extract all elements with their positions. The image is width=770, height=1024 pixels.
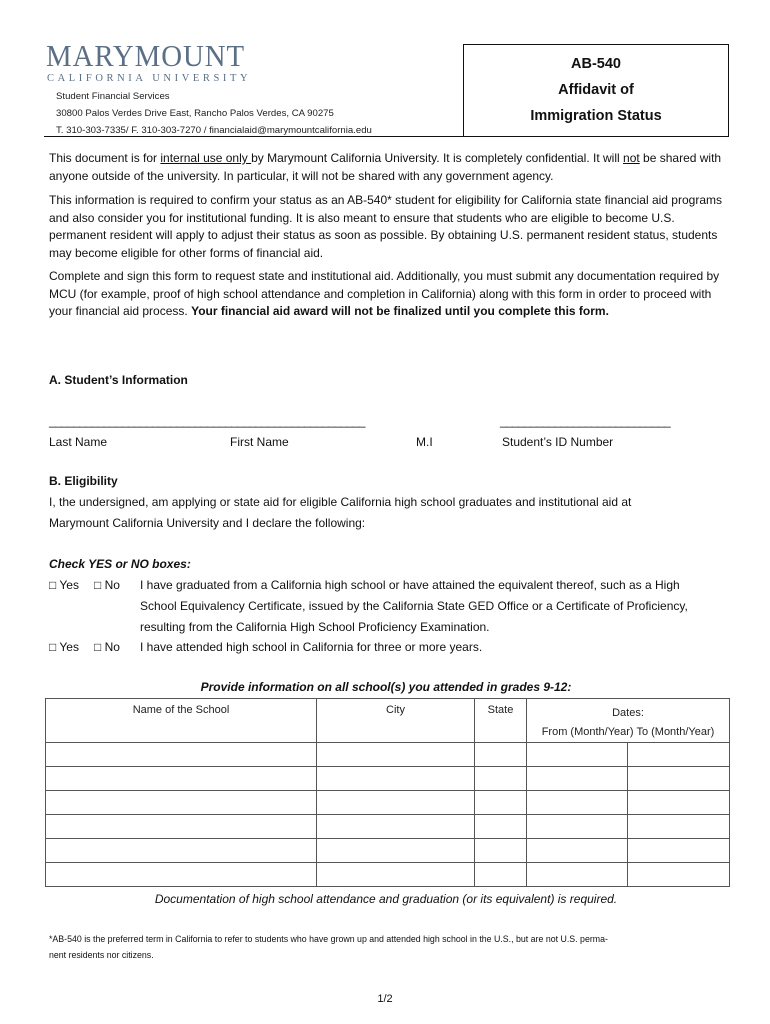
page-number: 1/2 bbox=[377, 993, 393, 1005]
ab540-footnote-line-2: nent residents nor citizens. bbox=[49, 950, 154, 960]
intro-paragraph-2: This information is required to confirm your status as an AB-540* student for eligibility for California state financial aid programs and also consider you for institutional funding. It is also meant to ensure that students who are eligible to become U.S. permanent resident will apply to adjust their status as soon as possible. By obtaining U.S. permanent resident status, students may become eligible for other forms of financial aid. bbox=[49, 193, 722, 260]
not-emphasis: not bbox=[623, 151, 640, 165]
first-name-label: First Name bbox=[230, 435, 289, 449]
office-address: 30800 Palos Verdes Drive East, Rancho Palos Verdes, CA 90275 bbox=[56, 108, 334, 119]
checkbox-icon: □ bbox=[49, 578, 57, 592]
table-header-row bbox=[46, 699, 730, 743]
column-header-dates: Dates: From (Month/Year) To (Month/Year) bbox=[527, 699, 730, 743]
table-row[interactable] bbox=[46, 767, 730, 791]
form-title-box bbox=[463, 44, 729, 137]
checkbox-icon: □ bbox=[49, 640, 57, 654]
table-row[interactable] bbox=[46, 839, 730, 863]
schools-table bbox=[45, 698, 730, 887]
last-name-label: Last Name bbox=[49, 435, 108, 449]
table-row[interactable] bbox=[46, 791, 730, 815]
internal-use-emphasis: internal use only bbox=[160, 151, 252, 165]
form-title-line2: Immigration Status bbox=[530, 108, 662, 124]
section-a-heading: A. Student’s Information bbox=[49, 373, 188, 387]
office-name: Student Financial Services bbox=[56, 91, 170, 102]
finalization-warning: Your financial aid award will not be finalized until you complete this form. bbox=[191, 304, 609, 318]
q1-text-line-2: School Equivalency Certificate, issued by the California State GED Office or a Certificate of Proficiency, bbox=[140, 599, 688, 613]
column-header-city: City bbox=[317, 699, 475, 743]
documentation-requirement: Documentation of high school attendance and graduation (or its equivalent) is required. bbox=[154, 892, 618, 906]
q1-no-checkbox[interactable]: □ No bbox=[94, 578, 120, 592]
table-row[interactable] bbox=[46, 743, 730, 767]
q1-text-line-1: I have graduated from a California high school or have attained the equivalent thereof, such as a High bbox=[140, 578, 680, 592]
column-header-state: State bbox=[475, 699, 527, 743]
table-row[interactable] bbox=[46, 863, 730, 887]
university-logo-subtitle: CALIFORNIA UNIVERSITY bbox=[47, 73, 252, 84]
schools-table-caption: Provide information on all school(s) you attended in grades 9-12: bbox=[200, 680, 572, 694]
q2-no-checkbox[interactable]: □ No bbox=[94, 640, 120, 654]
form-title-line1: Affidavit of bbox=[558, 82, 634, 98]
check-instructions: Check YES or NO boxes: bbox=[49, 557, 191, 571]
name-signature-line[interactable]: ____________________________________________________ bbox=[49, 414, 365, 428]
q2-yes-checkbox[interactable]: □ Yes bbox=[49, 640, 79, 654]
q1-yes-checkbox[interactable]: □ Yes bbox=[49, 578, 79, 592]
intro-paragraph-1: This document is for internal use only by Marymount California University. It is completely confidential. It will not be shared with anyone outside of the university. In particular, it will not be shared with any government agency. bbox=[49, 151, 722, 183]
eligibility-declaration-line-1: I, the undersigned, am applying or state aid for eligible California high school graduates and institutional aid at bbox=[49, 495, 632, 509]
university-logo: MARYMOUNT bbox=[46, 38, 245, 73]
section-b-heading: B. Eligibility bbox=[49, 474, 118, 488]
table-row[interactable] bbox=[46, 815, 730, 839]
checkbox-icon: □ bbox=[94, 578, 102, 592]
checkbox-icon: □ bbox=[94, 640, 102, 654]
header-divider bbox=[44, 136, 728, 137]
q1-text-line-3: resulting from the California High School Proficiency Examination. bbox=[140, 620, 490, 634]
middle-initial-label: M.I bbox=[416, 435, 433, 449]
intro-paragraph-3: Complete and sign this form to request state and institutional aid. Additionally, you must submit any documentation required by MCU (for example, proof of high school attendance and completion in California) along with this form in order to proceed with your financial aid process. Your financial aid award will not be finalized until you complete this form. bbox=[49, 269, 720, 318]
student-id-label: Student’s ID Number bbox=[502, 435, 614, 449]
student-id-line[interactable]: ____________________________ bbox=[500, 414, 671, 428]
eligibility-declaration-line-2: Marymount California University and I declare the following: bbox=[49, 516, 366, 530]
office-contact: T. 310-303-7335/ F. 310-303-7270 / financialaid@marymountcalifornia.edu bbox=[56, 125, 372, 136]
q2-text: I have attended high school in California for three or more years. bbox=[140, 640, 483, 654]
ab540-footnote-line-1: *AB-540 is the preferred term in California to refer to students who have grown up and attended high school in the U.S., but are not U.S. perma- bbox=[49, 934, 608, 944]
form-code: AB-540 bbox=[571, 56, 621, 72]
column-header-school-name: Name of the School bbox=[46, 699, 317, 743]
